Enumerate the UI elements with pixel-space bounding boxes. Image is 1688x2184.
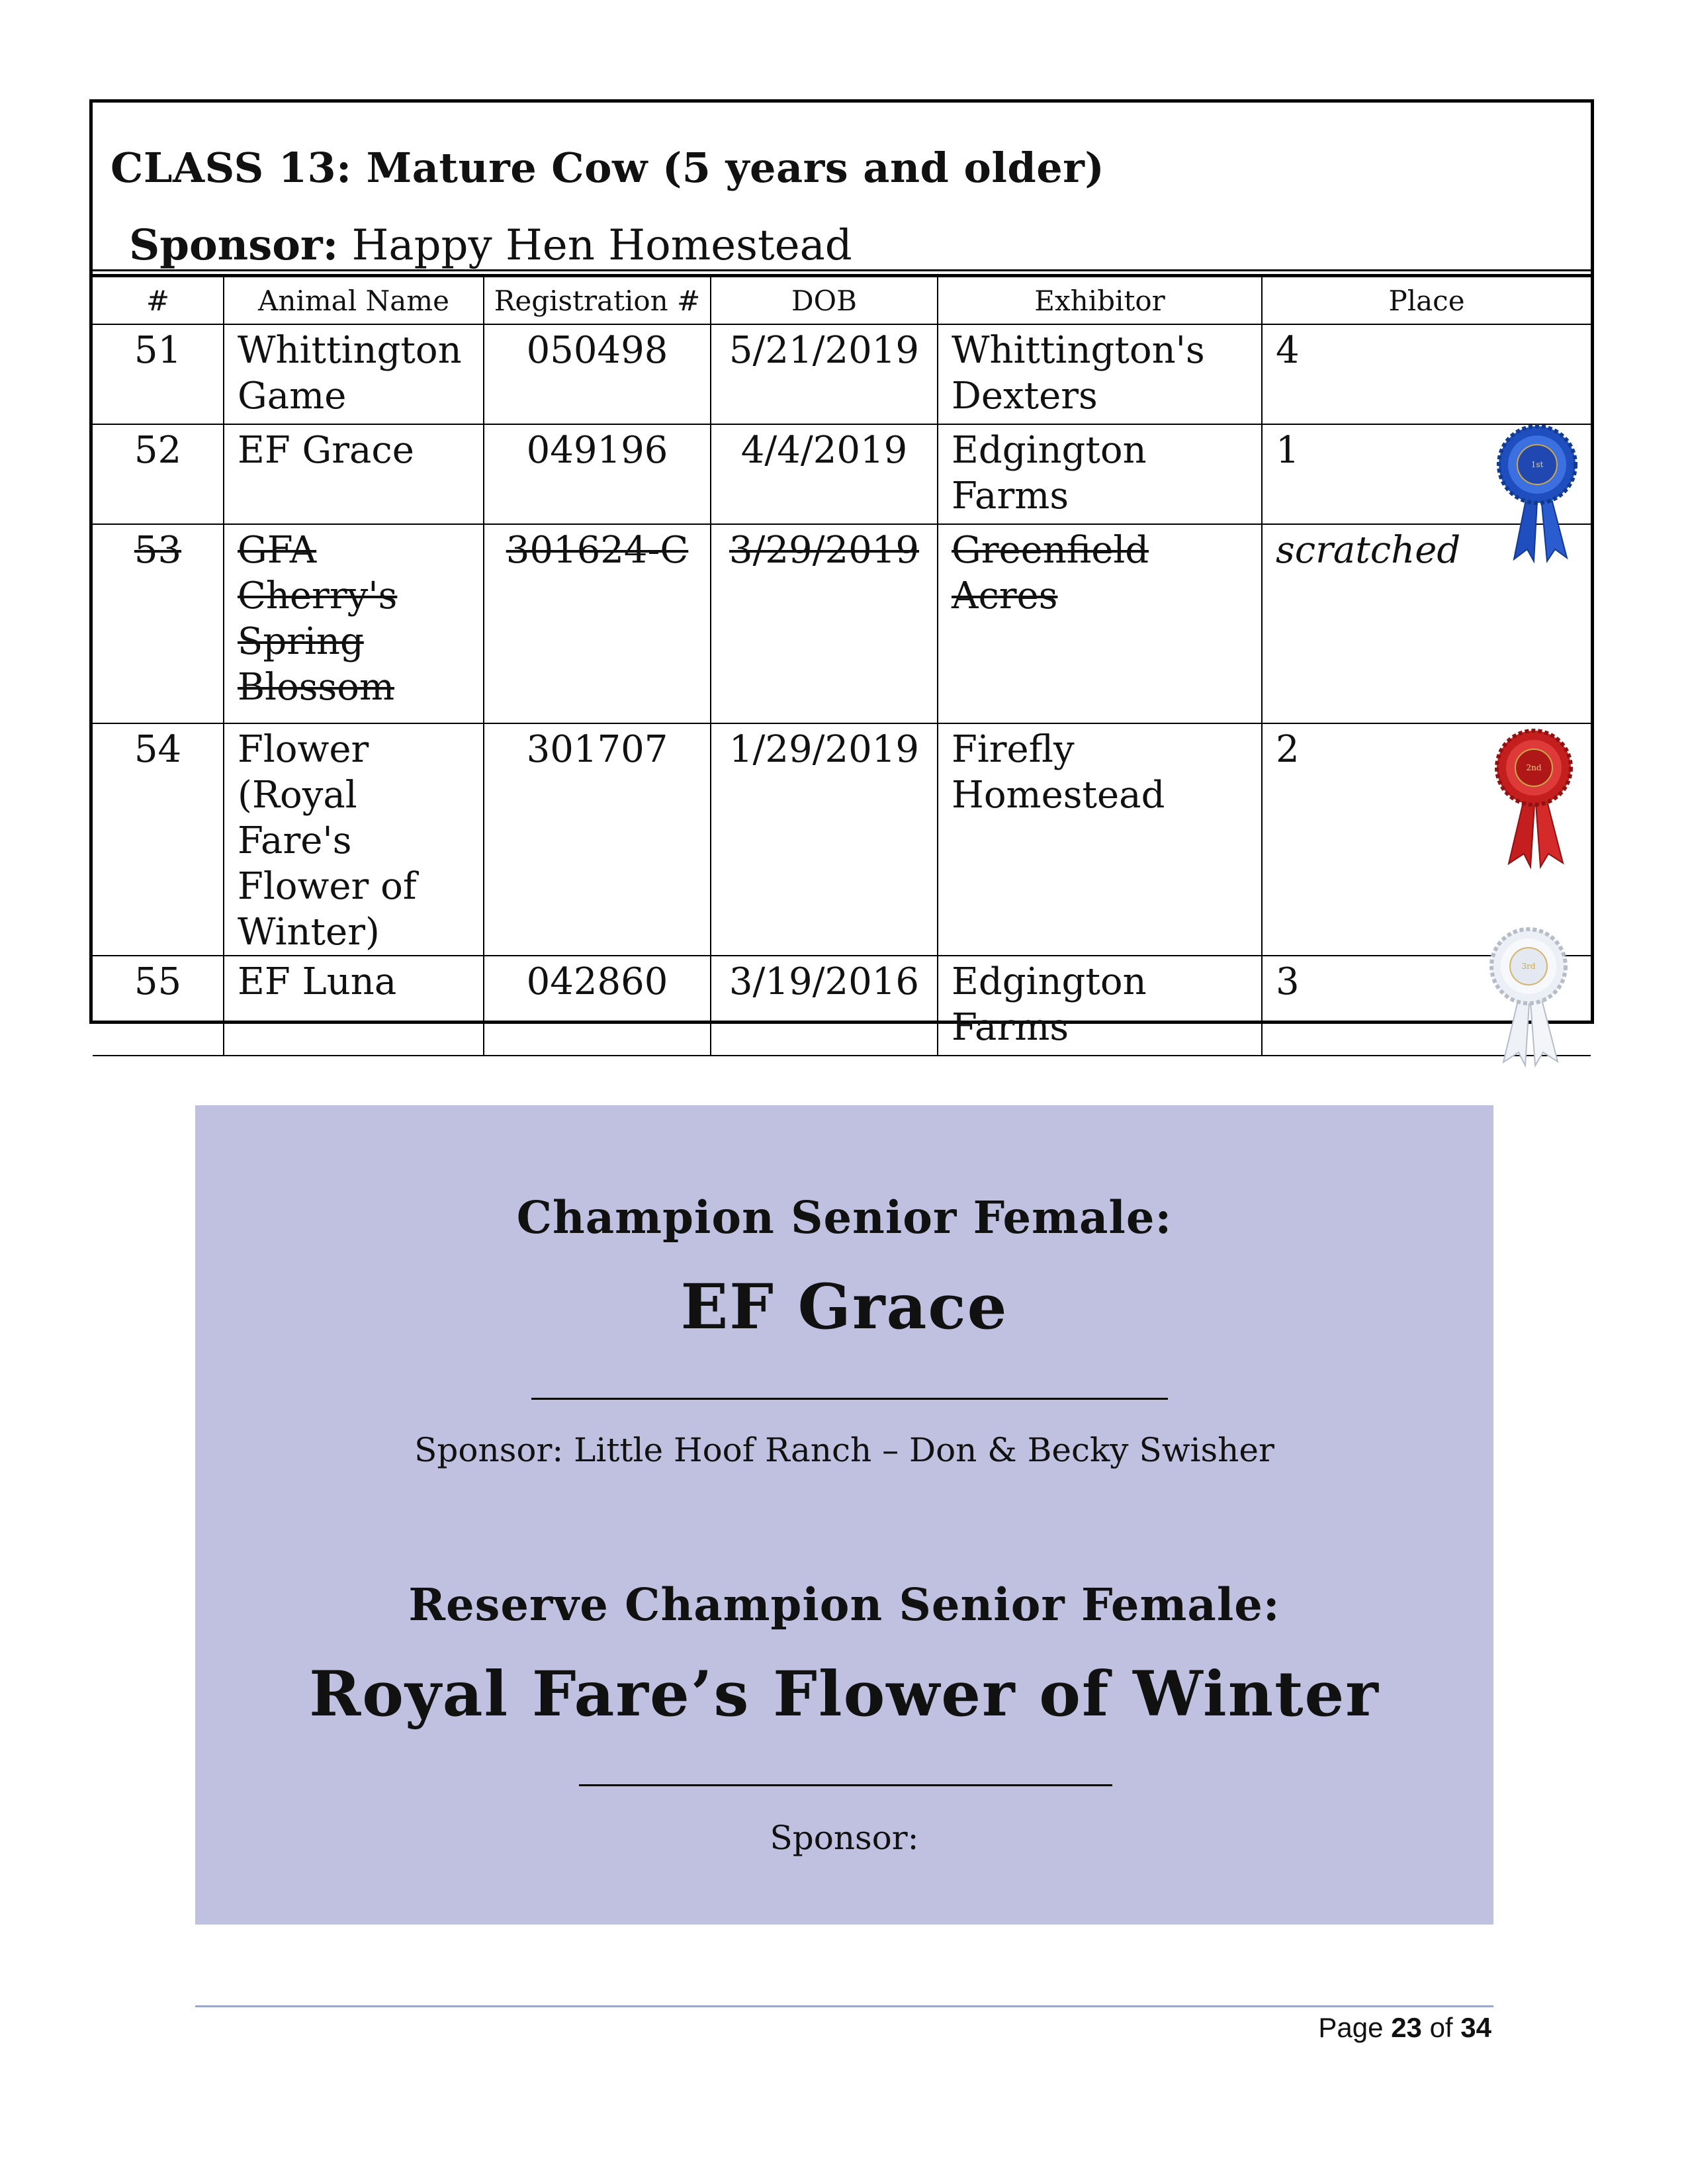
place-value: scratched xyxy=(1276,529,1461,572)
cell-registration: 301707 xyxy=(484,723,711,956)
champion-senior-sponsor: Sponsor: Little Hoof Ranch – Don & Becky Swisher xyxy=(414,1431,1274,1469)
page-current: 23 xyxy=(1391,2012,1422,2043)
place-value: 2 xyxy=(1276,728,1300,771)
class-title: CLASS 13: Mature Cow (5 years and older) xyxy=(111,144,1105,192)
cell-num: 51 xyxy=(93,324,224,424)
svg-text:1st: 1st xyxy=(1531,460,1544,469)
place-value: 3 xyxy=(1276,960,1300,1003)
reserve-signature-line xyxy=(579,1784,1112,1786)
cell-dob: 1/29/2019 xyxy=(711,723,938,956)
class-sponsor-name: Happy Hen Homestead xyxy=(351,221,852,270)
col-header-dob: DOB xyxy=(711,277,938,324)
class-sponsor-label: Sponsor: xyxy=(129,220,339,270)
first-place-ribbon-icon xyxy=(1494,424,1580,566)
page-number xyxy=(1318,2012,1491,2044)
table-row xyxy=(93,956,1591,1056)
cell-num: 53 xyxy=(93,524,224,723)
cell-animal-name: EF Luna xyxy=(224,956,484,1056)
cell-animal-name: GFA Cherry's Spring Blossom xyxy=(224,524,484,723)
svg-text:2nd: 2nd xyxy=(1526,763,1542,772)
champion-signature-line xyxy=(531,1398,1168,1400)
footer-divider xyxy=(195,2005,1493,2007)
cell-registration: 050498 xyxy=(484,324,711,424)
cell-animal-name: Flower (Royal Fare's Flower of Winter) xyxy=(224,723,484,956)
cell-registration: 042860 xyxy=(484,956,711,1056)
cell-exhibitor: Edgington Farms xyxy=(938,956,1262,1056)
class-sponsor xyxy=(129,220,852,270)
place-value: 1 xyxy=(1276,429,1300,472)
champions-panel xyxy=(195,1105,1493,1925)
second-place-ribbon-icon xyxy=(1494,728,1574,870)
table-row xyxy=(93,324,1591,424)
cell-exhibitor: Whittington's Dexters xyxy=(938,324,1262,424)
cell-dob: 3/29/2019 xyxy=(711,524,938,723)
table-header-row xyxy=(93,277,1591,324)
cell-dob: 3/19/2016 xyxy=(711,956,938,1056)
cell-num: 54 xyxy=(93,723,224,956)
cell-registration: 049196 xyxy=(484,424,711,524)
page-total: 34 xyxy=(1460,2012,1491,2043)
cell-place xyxy=(1262,324,1591,424)
col-header-exhibitor: Exhibitor xyxy=(938,277,1262,324)
cell-dob: 4/4/2019 xyxy=(711,424,938,524)
cell-registration: 301624-C xyxy=(484,524,711,723)
table-row xyxy=(93,723,1591,956)
cell-dob: 5/21/2019 xyxy=(711,324,938,424)
table-row xyxy=(93,424,1591,524)
cell-exhibitor: Edgington Farms xyxy=(938,424,1262,524)
col-header-animal-name: Animal Name xyxy=(224,277,484,324)
cell-exhibitor: Firefly Homestead xyxy=(938,723,1262,956)
cell-animal-name: Whittington Game xyxy=(224,324,484,424)
champion-senior-name: EF Grace xyxy=(680,1271,1008,1343)
svg-text:3rd: 3rd xyxy=(1521,962,1536,971)
page-word: Page xyxy=(1318,2012,1384,2043)
col-header-registration: Registration # xyxy=(484,277,711,324)
third-place-ribbon-icon xyxy=(1489,927,1568,1069)
cell-num: 55 xyxy=(93,956,224,1056)
reserve-champion-name: Royal Fare’s Flower of Winter xyxy=(309,1658,1380,1731)
table-row xyxy=(93,524,1591,723)
reserve-champion-title: Reserve Champion Senior Female: xyxy=(408,1578,1280,1631)
cell-animal-name: EF Grace xyxy=(224,424,484,524)
entries-table xyxy=(93,276,1591,1056)
champion-senior-title: Champion Senior Female: xyxy=(516,1191,1173,1244)
col-header-num: # xyxy=(93,277,224,324)
class-section xyxy=(89,99,1594,1049)
cell-exhibitor: Greenfield Acres xyxy=(938,524,1262,723)
place-value: 4 xyxy=(1276,329,1300,372)
title-divider xyxy=(93,269,1591,276)
cell-num: 52 xyxy=(93,424,224,524)
page-of: of xyxy=(1429,2012,1453,2043)
reserve-champion-sponsor: Sponsor: xyxy=(770,1819,919,1857)
col-header-place: Place xyxy=(1262,277,1591,324)
